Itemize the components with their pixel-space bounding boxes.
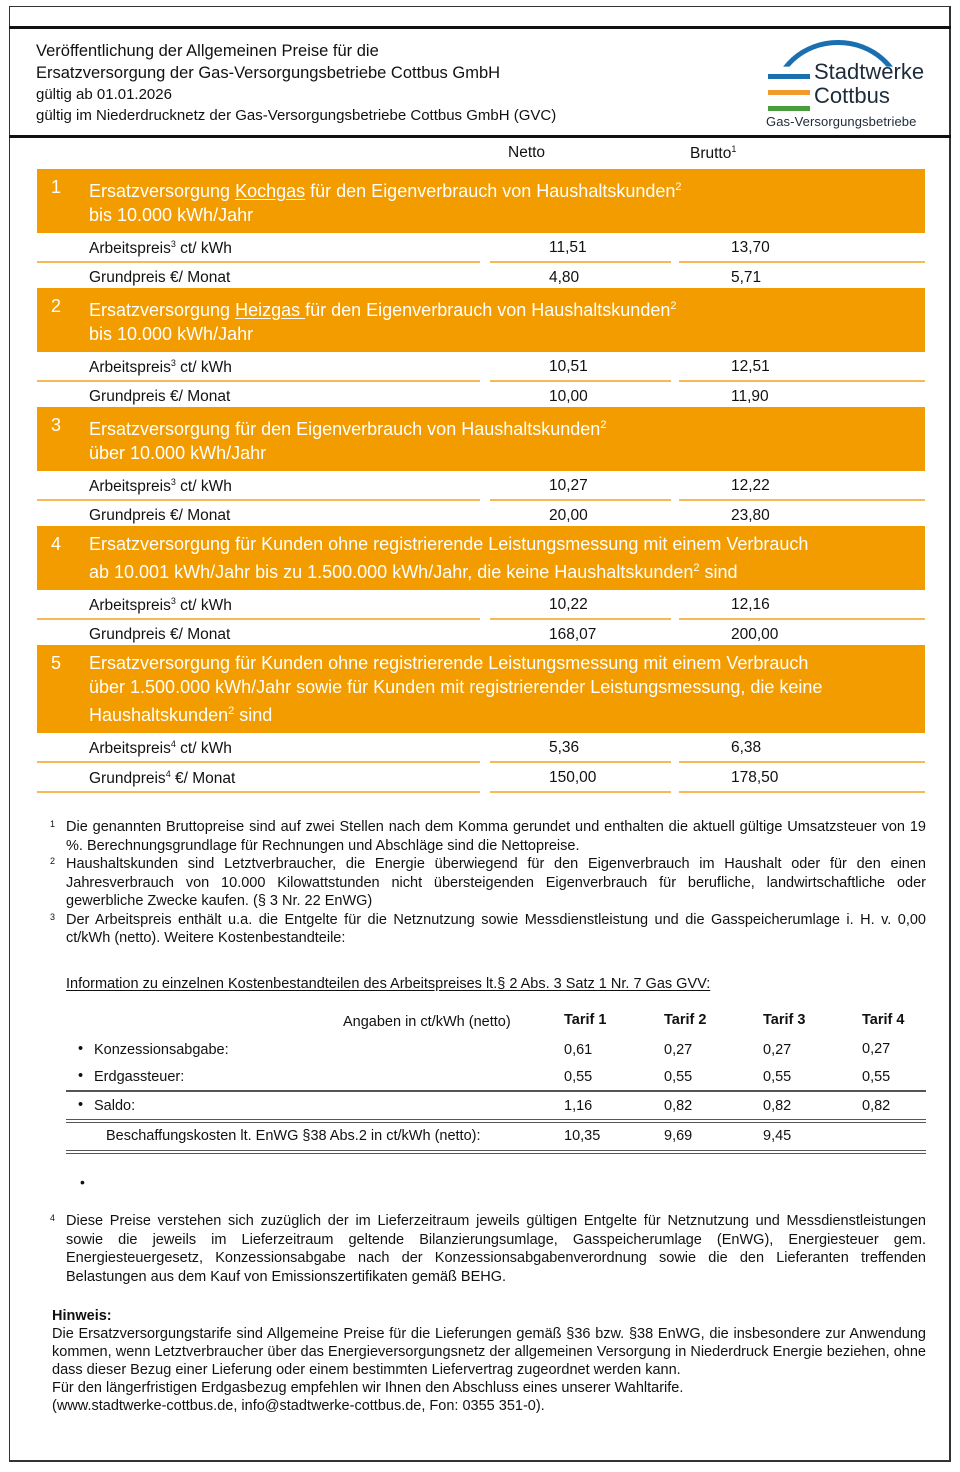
valid-network: gültig im Niederdrucknetz der Gas-Versorgungsbetriebe Cottbus GmbH (GVC) [36, 107, 557, 124]
price-row-arbeitspreis: Arbeitspreis$^4$ ct/ kWh 5,36 6,38 [37, 733, 925, 763]
footnote-1: 1 Die genannten Bruttopreise sind auf zwei Stellen nach dem Komma gerundet und enthalten die aktuell gültige Umsatzsteuer von 19 %. Berechnungsgrundlage für Rechnungen und Abschläge sind die Nettopreise. [50, 819, 926, 854]
section-title: Ersatzversorgung für Kunden ohne registrierende Leistungsmessung mit einem Verbrauch über 1.500.000 kWh/Jahr sowie für Kunden mit registrierender Leistungsmessung, die keine Haushaltskunden$^2$ sind [89, 653, 823, 725]
section-header [37, 288, 925, 352]
tariff-section-2 [37, 288, 925, 412]
website-link[interactable]: www.stadtwerke-cottbus.de [56, 1398, 234, 1414]
price-row-grundpreis: Grundpreis €/ Monat 20,00 23,80 [89, 507, 770, 524]
double-divider [66, 1150, 926, 1154]
cost-row-saldo: • Saldo: 1,16 0,82 0,82 0,82 [78, 1097, 891, 1114]
phone-number: Fon: 0355 351-0 [429, 1398, 536, 1414]
email-link[interactable]: info@stadtwerke-cottbus.de [241, 1398, 422, 1414]
price-row-grundpreis: Grundpreis €/ Monat 10,00 11,90 [89, 388, 769, 405]
section-header [37, 645, 925, 733]
netto-value: 5,36 [549, 739, 580, 756]
section-number: 3 [51, 415, 62, 435]
brutto-value: 23,80 [731, 507, 770, 524]
netto-value: 20,00 [549, 507, 588, 524]
tariff-section-5 [37, 645, 925, 793]
column-header-brutto: Brutto$^1$ [690, 144, 737, 162]
netto-value: 168,07 [549, 626, 597, 643]
section-number: 5 [51, 653, 62, 673]
section-header [37, 169, 925, 233]
footnote-4: 4 Diese Preise verstehen sich zuzüglich der im Lieferzeitraum jeweils gültigen Entgelte für Netznutzung und Messdienstleistungen sowie die jeweils im Lieferzeitraum geltende Bilanzierungsumlage, Gasspeicherumlage (EnWG), Energiesteuer gem. Energiesteuergesetz, Konzessionsabgabe nach der Konzessionsabgabenverordnung sowie die den Lieferanten treffenden Belastungen aus dem Kauf von Emissionszertifikaten gemäß BEHG. [50, 1213, 926, 1285]
price-row-arbeitspreis: Arbeitspreis$^3$ ct/ kWh 10,22 12,16 [37, 590, 925, 620]
empty-bullet: • [80, 1174, 85, 1190]
section-number: 4 [51, 534, 62, 554]
price-row-grundpreis: Grundpreis €/ Monat 168,07 200,00 [89, 626, 779, 643]
price-row-grundpreis: Grundpreis$^4$ €/ Monat 150,00 178,50 [37, 763, 925, 793]
cost-components-table [66, 1010, 926, 1154]
header-tarif-3: Tarif 3 [763, 1012, 806, 1028]
hint-section [52, 1307, 926, 1415]
tariff-section-4 [37, 526, 925, 650]
logo-green-bar [768, 106, 810, 111]
section-header [37, 407, 925, 471]
netto-value: 10,22 [549, 596, 588, 613]
netto-value: 11,51 [549, 239, 587, 256]
price-row-grundpreis: Grundpreis €/ Monat 4,80 5,71 [89, 269, 762, 286]
logo-name: Stadtwerke Cottbus [814, 59, 925, 108]
netto-value: 4,80 [549, 269, 580, 286]
valid-from: gültig ab 01.01.2026 [36, 86, 172, 103]
footnotes [50, 818, 926, 948]
logo-orange-bar [768, 90, 810, 95]
brutto-value: 200,00 [731, 626, 779, 643]
section-title: Ersatzversorgung Kochgas für den Eigenverbrauch von Haushaltskunden$^2$ bis 10.000 kWh/Jahr [89, 181, 682, 225]
netto-value: 10,00 [549, 388, 588, 405]
section-header [37, 526, 925, 590]
hint-title: Hinweis: [52, 1308, 112, 1324]
logo-subtitle: Gas-Versorgungsbetriebe [766, 114, 917, 129]
stadtwerke-cottbus-logo [762, 38, 942, 132]
document-header [36, 40, 556, 126]
brutto-value: 178,50 [731, 769, 779, 786]
tariff-section-1 [37, 169, 925, 293]
hint-paragraph-2: Für den längerfristigen Erdgasbezug empfehlen wir Ihnen den Abschluss eines unserer Wahltarife. [52, 1380, 684, 1396]
cost-row-erdgassteuer: • Erdgassteuer: 0,55 0,55 0,55 0,55 [78, 1068, 891, 1085]
title-line-1: Veröffentlichung der Allgemeinen Preise für die [36, 42, 379, 60]
footnote-3: 3 Der Arbeitspreis enthält u.a. die Entgelte für die Netznutzung sowie Messdienstleistung und die Gasspeicherumlage i. H. v. 0,00 ct/kWh (netto). Weitere Kostenbestandteile: [50, 911, 926, 946]
netto-value: 10,51 [549, 358, 588, 375]
title-line-2: Ersatzversorgung der Gas-Versorgungsbetriebe Cottbus GmbH [36, 64, 501, 82]
price-row-arbeitspreis: Arbeitspreis$^3$ ct/ kWh 10,27 12,22 [37, 471, 925, 501]
logo-blue-bar [768, 74, 810, 79]
unit-label: Angaben in ct/kWh (netto) [343, 1014, 511, 1030]
brutto-value: 11,90 [731, 388, 769, 405]
price-row-arbeitspreis: Arbeitspreis$^3$ ct/ kWh 10,51 12,51 [37, 352, 925, 382]
footnote-2: 2 Haushaltskunden sind Letztverbraucher, die Energie überwiegend für den Eigenverbrauch im Haushalt oder für den einen Jahresverbrauch von 10.000 Kilowattstunden nicht übersteigenden Eigenverbrauch für berufliche, landwirtschaftliche oder gewerbliche Zwecke kaufen. (§ 3 Nr. 22 EnWG) [50, 856, 926, 909]
header-tarif-1: Tarif 1 [564, 1012, 607, 1028]
section-title: Ersatzversorgung für den Eigenverbrauch von Haushaltskunden$^2$ über 10.000 kWh/Jahr [89, 419, 607, 463]
header-tarif-2: Tarif 2 [664, 1012, 707, 1028]
section-number: 2 [51, 296, 62, 316]
brutto-value: 6,38 [731, 739, 762, 756]
section-number: 1 [51, 177, 62, 197]
cost-table-header [66, 1010, 926, 1036]
netto-value: 10,27 [549, 477, 588, 494]
brutto-value: 12,51 [731, 358, 770, 375]
top-rule [9, 26, 951, 29]
brutto-value: 13,70 [731, 239, 770, 256]
header-rule [9, 135, 951, 138]
hint-paragraph-1: Die Ersatzversorgungstarife sind Allgemeine Preise für die Lieferungen gemäß §36 bzw. §38 EnWG, die insbesondere zur Anwendung kommen, wenn Letztverbraucher über das Energieversorgungsnetz der allgemeinen Versorgung in Niederdruck Energie beziehen, ohne dass dieser Bezug einer Lieferung oder einem bestimmten Liefervertrag zugeordnet werden kann. [52, 1326, 926, 1378]
section-title: Ersatzversorgung für Kunden ohne registrierende Leistungsmessung mit einem Verbrauch ab 10.001 kWh/Jahr bis zu 1.500.000 kWh/Jahr, die keine Haushaltskunden$^2$ sind [89, 534, 809, 582]
cost-info-title: Information zu einzelnen Kostenbestandteilen des Arbeitspreises lt.§ 2 Abs. 3 Satz 1 Nr. 7 Gas GVV: [66, 976, 711, 992]
brutto-value: 12,16 [731, 596, 770, 613]
header-tarif-4: Tarif 4 [862, 1012, 905, 1028]
tariff-section-3 [37, 407, 925, 531]
column-header-netto: Netto [508, 144, 546, 161]
cost-row-beschaffungskosten: Beschaffungskosten lt. EnWG §38 Abs.2 in ct/kWh (netto): 10,35 9,69 9,45 [106, 1128, 792, 1144]
netto-value: 150,00 [549, 769, 597, 786]
brutto-value: 12,22 [731, 477, 770, 494]
section-title: Ersatzversorgung Heizgas für den Eigenverbrauch von Haushaltskunden$^2$ bis 10.000 kWh/Jahr [89, 300, 677, 344]
contact-line: (www.stadtwerke-cottbus.de, info@stadtwerke-cottbus.de, Fon: 0355 351-0). [52, 1398, 545, 1414]
cost-row-konzessionsabgabe: • Konzessionsabgabe: 0,61 0,27 0,27 0,27 [78, 1041, 891, 1058]
price-row-arbeitspreis: Arbeitspreis$^3$ ct/ kWh 11,51 13,70 [37, 233, 925, 263]
brutto-value: 5,71 [731, 269, 762, 286]
